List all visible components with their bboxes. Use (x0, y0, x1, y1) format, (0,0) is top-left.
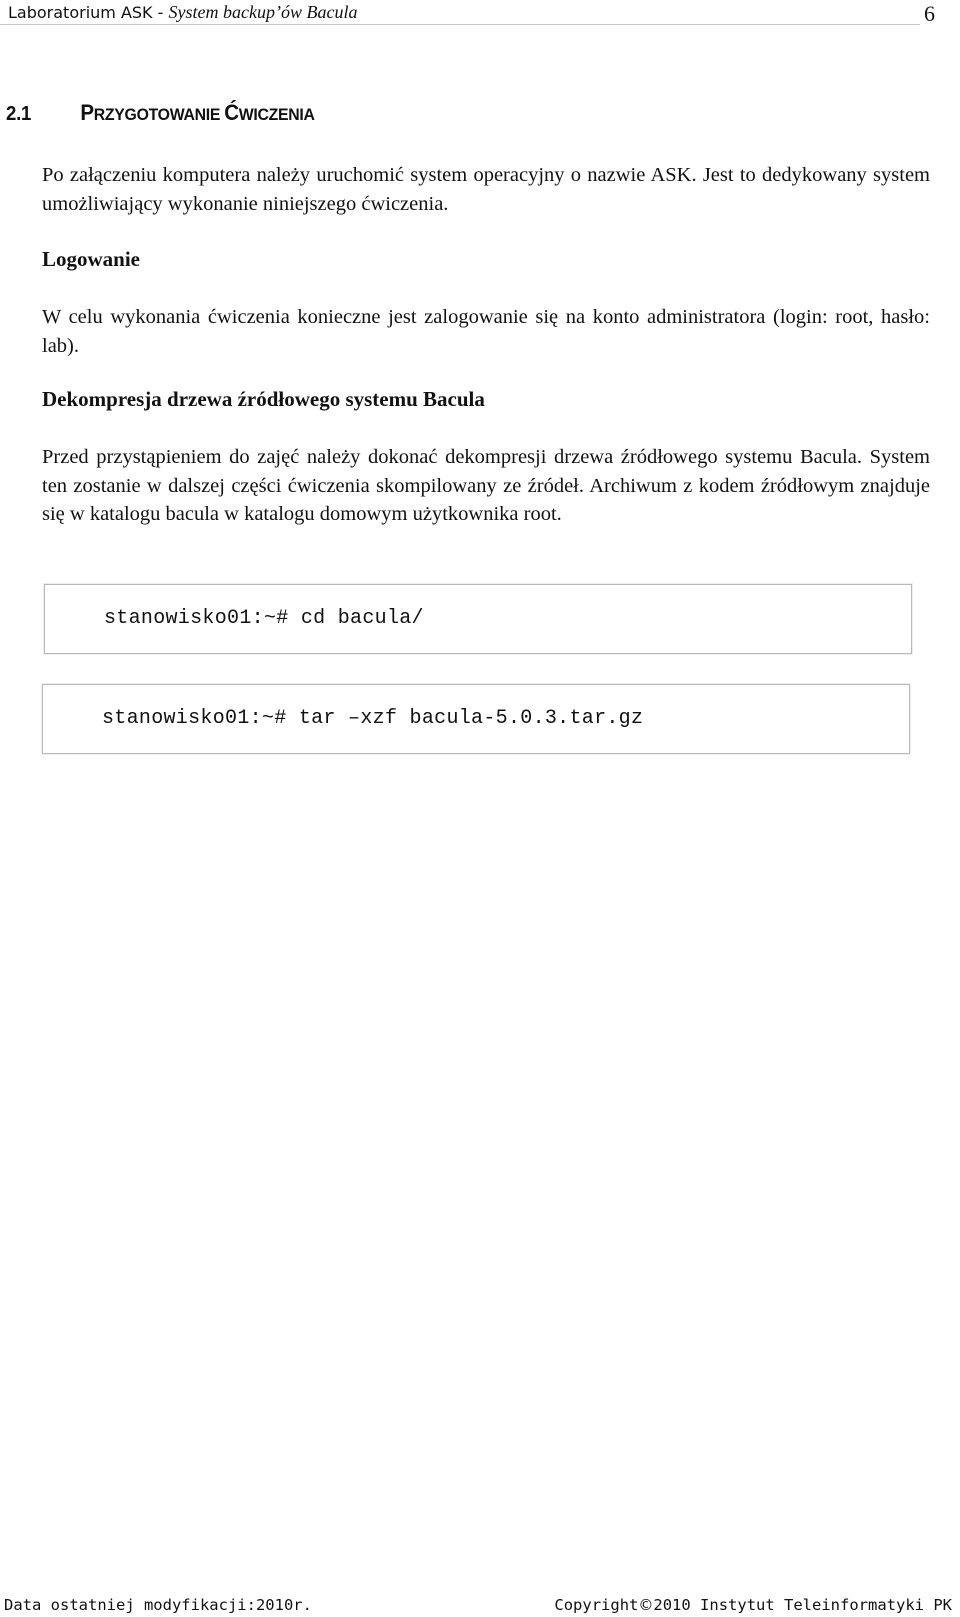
decompress-paragraph: Przed przystąpieniem do zajęć należy dokonać dekompresji drzewa źródłowego systemu Bacula. System ten zostanie w dalszej części ćwiczenia skompilowany ze źródeł. Archiwum z kodem źródłowym znajduje się w katalogu bacula w katalogu domowym użytkownika root. (42, 446, 930, 525)
page-header (0, 0, 935, 26)
header-divider (0, 24, 920, 25)
header-title (8, 2, 357, 23)
copyright-text: 2010 Instytut Teleinformatyki PK (653, 1596, 952, 1614)
header-separator: - (152, 3, 169, 22)
section-title-initial-2: Ć (224, 100, 239, 125)
section-heading (6, 100, 315, 126)
command-box (42, 684, 910, 754)
page-number: 6 (924, 1, 935, 26)
login-paragraph: W celu wykonania ćwiczenia konieczne jest zalogowanie się na konto administratora (login: root, hasło: lab). (42, 306, 930, 357)
decompress-heading: Dekompresja drzewa źródłowego systemu Bacula (42, 387, 485, 411)
command-line: stanowisko01:~# cd bacula/ (104, 607, 424, 630)
copyright-word: Copyright (554, 1596, 639, 1614)
intro-paragraph: Po załączeniu komputera należy uruchomić system operacyjny o nazwie ASK. Jest to dedykowany system umożliwiający wykonanie niniejszego ćwiczenia. (42, 164, 930, 215)
command-box (44, 584, 912, 654)
section-title-part-2: WICZENIA (238, 105, 315, 124)
copyright-icon: © (638, 1596, 654, 1614)
header-course: Laboratorium ASK (8, 3, 153, 22)
section-title-part: RZYGOTOWANIE (93, 105, 225, 124)
footer-copyright (554, 1596, 952, 1614)
command-line: stanowisko01:~# tar –xzf bacula-5.0.3.tar.gz (102, 707, 644, 730)
header-subtitle: System backup’ów Bacula (168, 2, 358, 22)
footer-modified-date: Data ostatniej modyfikacji:2010r. (4, 1596, 312, 1614)
section-number: 2.1 (6, 103, 32, 125)
section-title-initial: P (80, 100, 94, 125)
login-heading: Logowanie (42, 247, 141, 271)
page-footer (0, 1596, 960, 1617)
